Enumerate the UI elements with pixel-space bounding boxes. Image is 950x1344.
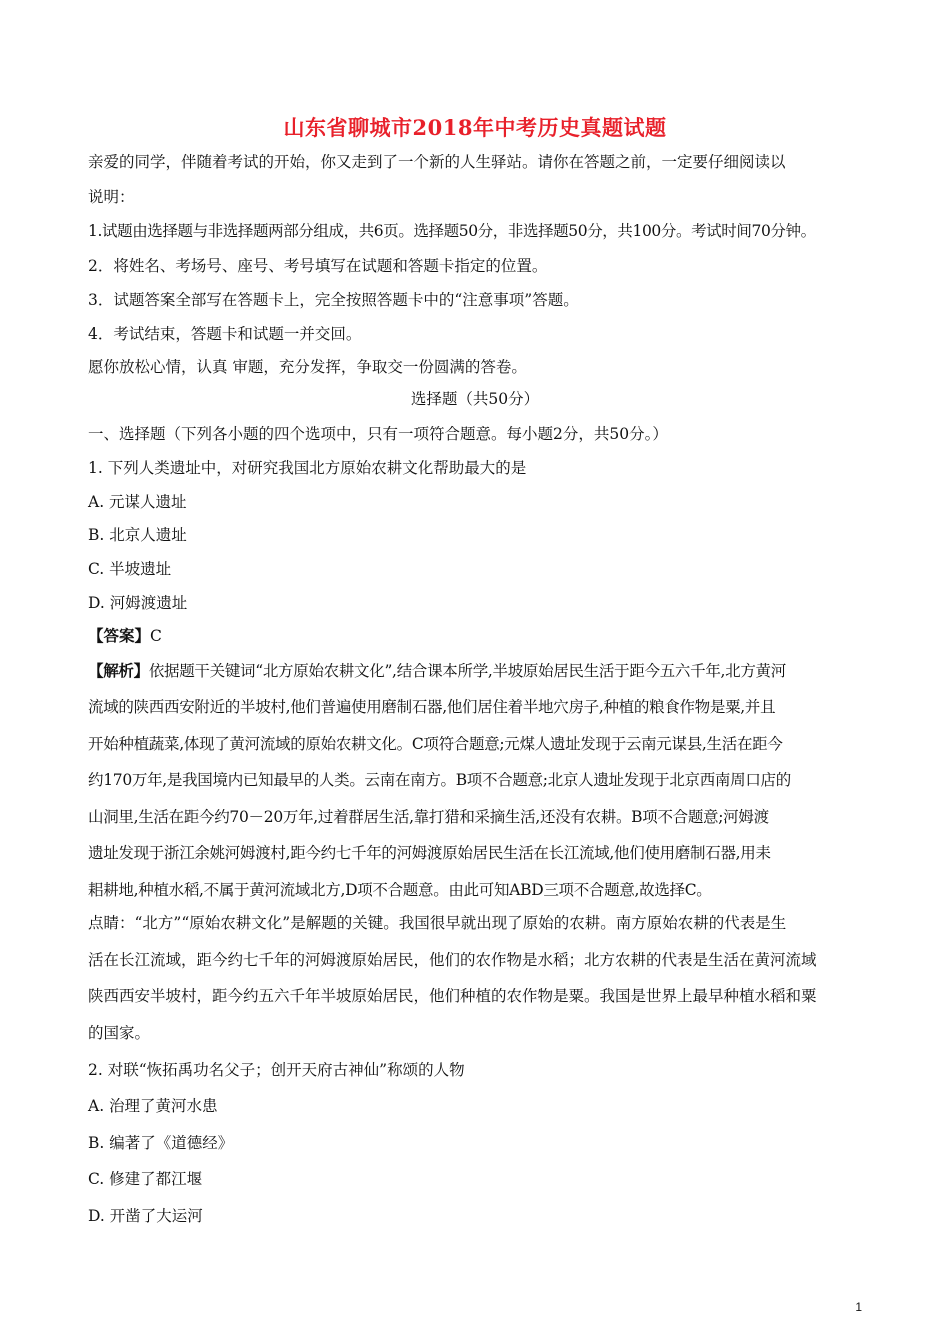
rule-3: 3．试题答案全部写在答题卡上，完全按照答题卡中的“注意事项”答题。 — [88, 291, 579, 309]
q1-analysis-line-2: 流域的陕西西安附近的半坡村,他们普遍使用磨制石器,他们居住着半地穴房子,种植的粮食作物是粟,并且 — [88, 698, 776, 716]
q1-analysis-line-6: 遗址发现于浙江余姚河姆渡村,距今约七千年的河姆渡原始居民生活在长江流域,他们使用磨制石器,用耒 — [88, 844, 771, 862]
section-heading: 选择题（共50分） — [410, 390, 540, 408]
q1-tip-line-3: 陕西西安半坡村，距今约五六千年半坡原始居民，他们种植的农作物是粟。我国是世界上最早种植水稻和粟 — [88, 987, 817, 1005]
q1-option-c: C. 半坡遗址 — [88, 560, 172, 578]
q1-option-b: B. 北京人遗址 — [88, 526, 187, 544]
q2-option-a: A. 治理了黄河水患 — [88, 1097, 218, 1115]
q1-analysis-line-7: 耜耕地,种植水稻,不属于黄河流域北方,D项不合题意。由此可知ABD三项不合题意,故选择C。 — [88, 881, 712, 899]
answer-label: 【答案】 — [88, 626, 151, 645]
q1-option-a: A. 元谋人遗址 — [88, 493, 187, 511]
rule-2: 2．将姓名、考场号、座号、考号填写在试题和答题卡指定的位置。 — [88, 257, 548, 275]
page-title: 山东省聊城市2018年中考历史真题试题 — [283, 115, 667, 140]
wish-line: 愿你放松心情，认真 审题，充分发挥，争取交一份圆满的答卷。 — [88, 358, 527, 376]
analysis-label: 【解析】 — [88, 661, 149, 680]
page-number: 1 — [855, 1300, 862, 1314]
q1-answer — [88, 626, 162, 646]
q1-analysis-line-5: 山洞里,生活在距今约70－20万年,过着群居生活,靠打猎和采摘生活,还没有农耕。B项不合题意;河姆渡 — [88, 808, 769, 826]
rule-1: 1.试题由选择题与非选择题两部分组成，共6页。选择题50分，非选择题50分，共100分。考试时间70分钟。 — [88, 222, 816, 240]
section-instruction: 一、选择题（下列各小题的四个选项中，只有一项符合题意。每小题2分，共50分。） — [88, 425, 668, 443]
q2-option-c: C. 修建了都江堰 — [88, 1170, 203, 1188]
rule-4: 4．考试结束，答题卡和试题一并交回。 — [88, 325, 362, 343]
q1-tip-line-1: 点睛：“北方”“原始农耕文化”是解题的关键。我国很早就出现了原始的农耕。南方原始农耕的代表是生 — [88, 914, 787, 932]
q1-analysis-line-3: 开始种植蔬菜,体现了黄河流域的原始农耕文化。C项符合题意;元煤人遗址发现于云南元谋县,生活在距今 — [88, 735, 783, 753]
q1-analysis-line-4: 约170万年,是我国境内已知最早的人类。云南在南方。B项不合题意;北京人遗址发现于北京西南周口店的 — [88, 771, 791, 789]
q2-stem: 2. 对联“恢拓禹功名父子；创开天府古神仙”称颂的人物 — [88, 1061, 465, 1079]
q1-option-d: D. 河姆渡遗址 — [88, 594, 188, 612]
analysis-text-1: 依据题干关键词“北方原始农耕文化”,结合课本所学,半坡原始居民生活于距今五六千年,北方黄河 — [148, 662, 786, 680]
q1-tip-line-4: 的国家。 — [88, 1024, 151, 1042]
q1-stem: 1. 下列人类遗址中，对研究我国北方原始农耕文化帮助最大的是 — [88, 459, 527, 477]
answer-value: C — [150, 627, 162, 645]
q1-tip-line-2: 活在长江流域，距今约七千年的河姆渡原始居民，他们的农作物是水稻；北方农耕的代表是生活在黄河流域 — [88, 951, 817, 969]
q1-analysis-line-1 — [88, 661, 786, 681]
q2-option-b: B. 编著了《道德经》 — [88, 1134, 234, 1152]
intro-line-2: 说明： — [88, 188, 135, 206]
q2-option-d: D. 开凿了大运河 — [88, 1207, 203, 1225]
intro-line-1: 亲爱的同学，伴随着考试的开始，你又走到了一个新的人生驿站。请你在答题之前，一定要仔细阅读以 — [88, 153, 786, 171]
